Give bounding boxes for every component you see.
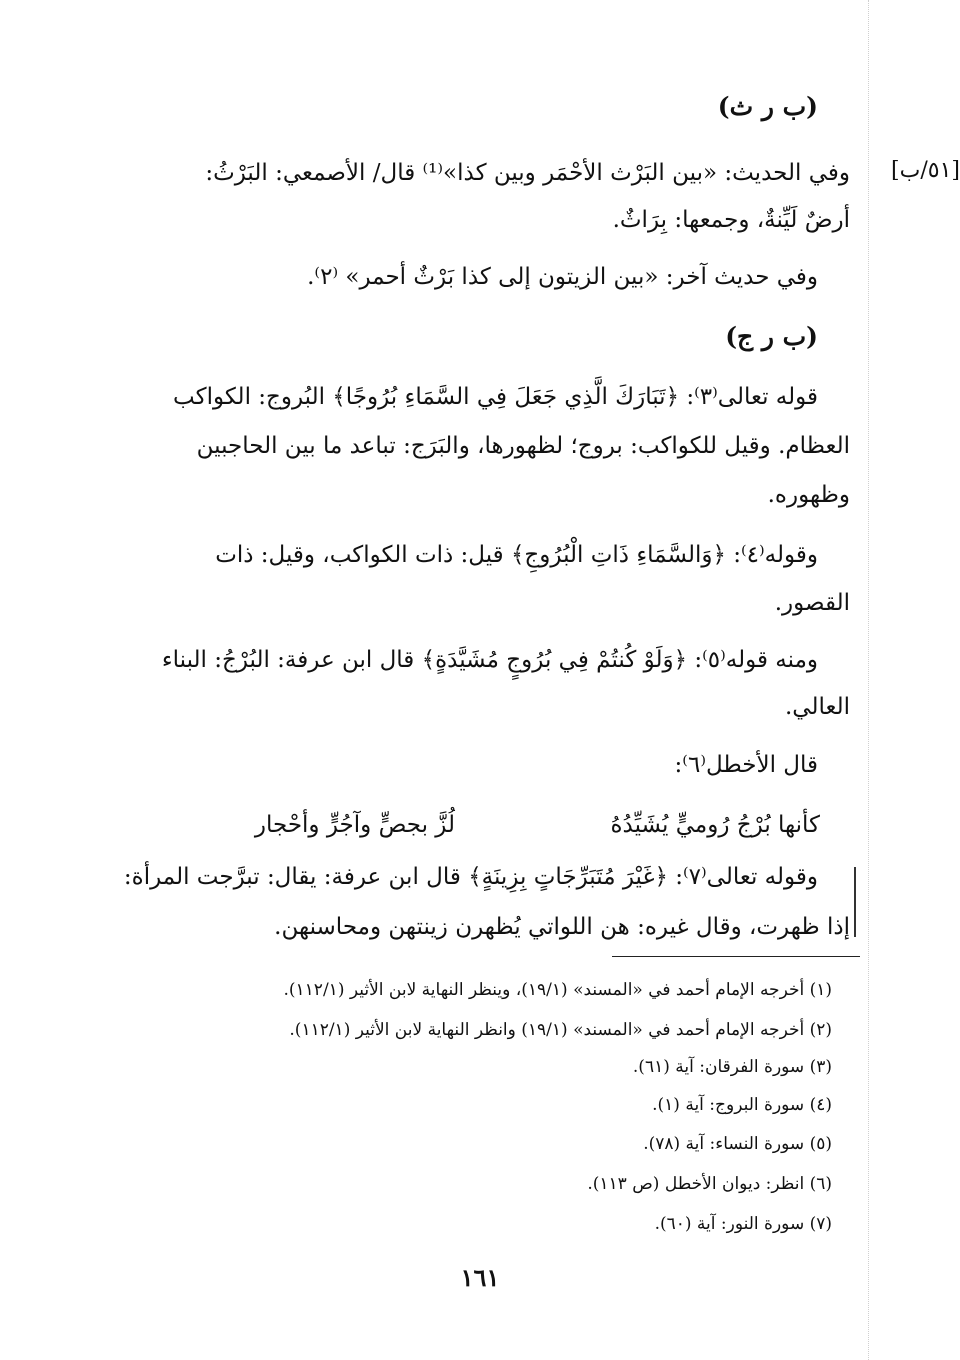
paragraph-1-line-2: أرضٌ لَيِّنةٌ، وجمعها: بِرَاثٌ. xyxy=(612,207,850,233)
paragraph-2-line-1: وفي حديث آخر: «بين الزيتون إلى كذا بَرْثٌ أحمر» ⁽٢⁾. xyxy=(307,264,818,290)
footnote-4: (٤) سورة البروج: آية (١). xyxy=(652,1095,832,1115)
paragraph-3-line-2: العظام. وقيل للكواكب: بروج؛ لظهورها، والبَرَج: تباعد ما بين الحاجبين xyxy=(196,433,850,459)
footnote-5: (٥) سورة النساء: آية (٧٨). xyxy=(643,1134,832,1154)
document-page: (ب ر ث) وفي الحديث: «بين البَرْث الأحْمَر وبين كذا»⁽¹⁾ قال/ الأصمعي: البَرْثُ: [٥١/ب] أرضٌ لَيِّنةٌ، وجمعها: بِرَاثٌ. وفي حديث آخر: «بين الزيتون إلى كذا بَرْثٌ أحمر» ⁽٢⁾. (ب ر ج) قوله تعالى⁽٣⁾: ﴿تَبَارَكَ الَّذِي جَعَلَ فِي السَّمَاءِ بُرُوجًا﴾ البُروج: الكواكب العظام. وقيل للكواكب: بروج؛ لظهورها، والبَرَج: تباعد ما بين الحاجبين وظهوره. وقوله⁽٤⁾: ﴿وَالسَّمَاءِ ذَاتِ الْبُرُوجِ﴾ قيل: ذات الكواكب، وقيل: ذات القصور. ومنه قوله⁽٥⁾: ﴿وَلَوْ كُنتُمْ فِي بُرُوجٍ مُشَيَّدَةٍ﴾ قال ابن عرفة: البُرْجُ: البناء العالي. قال الأخطل⁽٦⁾: كأنها بُرْجُ رُوميٍّ يُشَيِّدُهُ لُزَّ بجصٍّ وآجُرٍّ وأحْجار وقوله تعالى⁽٧⁾: ﴿غَيْرَ مُتَبَرِّجَاتٍ بِزِينَةٍ﴾ قال ابن عرفة: يقال: تبرَّجت المرأة: إذا ظهرت، وقال غيره: هن اللواتي يُظهرن زينتهن ومحاسنهن. (١) أخرجه الإمام أحمد في «المسند» (١٩/١)، وينظر النهاية لابن الأثير (١١٢/١). (٢) أخرجه الإمام أحمد في «المسند» (١٩/١) وانظر النهاية لابن الأثير (١١٢/١). (٣) سورة الفرقان: آية (٦١). (٤) سورة البروج: آية (١). (٥) سورة النساء: آية (٧٨). (٦) انظر: ديوان الأخطل (ص ١١٣). (٧) سورة النور: آية (٦٠). ١٦١ xyxy=(0,0,960,1360)
paragraph-7-line-1: وقوله تعالى⁽٧⁾: ﴿غَيْرَ مُتَبَرِّجَاتٍ بِزِينَةٍ﴾ قال ابن عرفة: يقال: تبرَّجت المرأة: xyxy=(123,864,818,890)
footnote-7: (٧) سورة النور: آية (٦٠). xyxy=(654,1214,832,1234)
verse-first-hemistich: كأنها بُرْجُ رُوميٍّ يُشَيِّدُهُ xyxy=(610,812,820,838)
paragraph-4-line-1: وقوله⁽٤⁾: ﴿وَالسَّمَاءِ ذَاتِ الْبُرُوجِ﴾ قيل: ذات الكواكب، وقيل: ذات xyxy=(215,542,818,568)
scan-vertical-mark xyxy=(854,867,856,937)
paragraph-3-line-1: قوله تعالى⁽٣⁾: ﴿تَبَارَكَ الَّذِي جَعَلَ فِي السَّمَاءِ بُرُوجًا﴾ البُروج: الكواكب xyxy=(173,384,818,410)
footnote-3: (٣) سورة الفرقان: آية (٦١). xyxy=(632,1057,832,1077)
scan-edge-line xyxy=(868,0,869,1360)
verse-second-hemistich: لُزَّ بجصٍّ وآجُرٍّ وأحْجار xyxy=(254,812,455,838)
paragraph-3-line-3: وظهوره. xyxy=(767,482,850,508)
footnote-1: (١) أخرجه الإمام أحمد في «المسند» (١٩/١)، وينظر النهاية لابن الأثير (١١٢/١). xyxy=(283,980,832,1000)
footnote-6: (٦) انظر: ديوان الأخطل (ص ١١٣). xyxy=(587,1174,832,1194)
paragraph-5-line-2: العالي. xyxy=(785,694,850,720)
paragraph-5-line-1: ومنه قوله⁽٥⁾: ﴿وَلَوْ كُنتُمْ فِي بُرُوجٍ مُشَيَّدَةٍ﴾ قال ابن عرفة: البُرْجُ: البناء xyxy=(161,647,818,673)
poet-intro: قال الأخطل⁽٦⁾: xyxy=(674,752,818,778)
heading-b-r-th: (ب ر ث) xyxy=(717,92,818,121)
footnote-2: (٢) أخرجه الإمام أحمد في «المسند» (١٩/١) وانظر النهاية لابن الأثير (١١٢/١). xyxy=(289,1020,832,1040)
paragraph-7-line-2: إذا ظهرت، وقال غيره: هن اللواتي يُظهرن زينتهن ومحاسنهن. xyxy=(274,914,850,940)
heading-b-r-j: (ب ر ج) xyxy=(725,322,818,351)
page-number: ١٦١ xyxy=(460,1263,500,1292)
paragraph-1-line-1: وفي الحديث: «بين البَرْث الأحْمَر وبين كذا»⁽¹⁾ قال/ الأصمعي: البَرْثُ: xyxy=(205,160,850,186)
paragraph-4-line-2: القصور. xyxy=(774,590,850,616)
footnote-separator xyxy=(612,956,860,957)
